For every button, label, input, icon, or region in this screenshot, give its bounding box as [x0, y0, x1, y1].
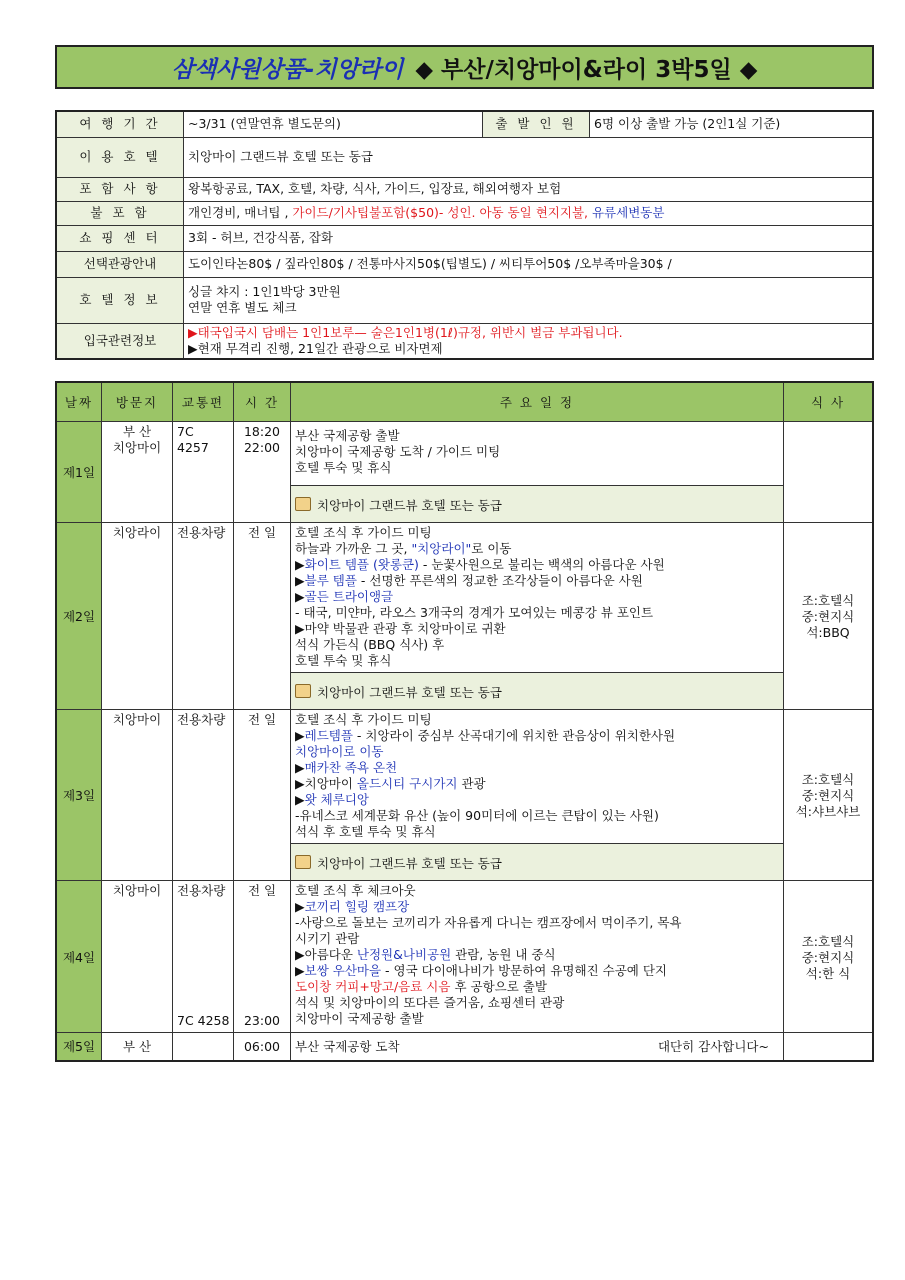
hotelinfo-single: 싱글 챠지 : 1인1박당 3만원 — [188, 284, 341, 299]
day4-depart-time: 23:00 — [243, 1013, 281, 1028]
day2-text: - 선명한 푸른색의 정교한 조각상들이 아름다운 사원 — [356, 573, 643, 588]
day5-place: 부 산 — [102, 1033, 173, 1061]
day2-text: 하늘과 가까운 그 곳, — [295, 541, 412, 556]
day2-line: - 태국, 미얀마, 라오스 3개국의 경계가 모여있는 메콩강 뷰 포인트 — [295, 605, 654, 620]
day5-label: 제5일 — [56, 1033, 102, 1061]
exclude-fuel: 유류세변동분 — [591, 205, 665, 220]
exclude-label: 불 포 함 — [56, 201, 184, 225]
day2-meal — [784, 523, 874, 710]
day4-line — [295, 963, 779, 979]
shop-value: 3회 - 허브, 건강식품, 잡화 — [184, 225, 874, 251]
entry-value — [184, 323, 874, 359]
day4-place: 치앙마이 — [102, 881, 173, 1033]
day3-bullet: ▶ — [295, 792, 305, 807]
header-date: 날짜 — [56, 382, 102, 422]
header-transport: 교통편 — [173, 382, 234, 422]
option-label: 선택관광안내 — [56, 251, 184, 277]
day4-vehicle: 전용차량 — [177, 883, 226, 898]
day1-line: 치앙마이 국제공항 도착 / 가이드 미팅 — [295, 444, 501, 459]
day1-line: 호텔 투숙 및 휴식 — [295, 460, 392, 475]
day4-line — [295, 947, 779, 963]
day3-line: 석식 후 호텔 투숙 및 휴식 — [295, 824, 436, 839]
day2-line — [295, 557, 779, 573]
day1-hotel — [291, 486, 784, 523]
day2-bullet: ▶ — [295, 589, 305, 604]
day2-bullet: ▶ — [295, 573, 305, 588]
day4-highlight: 보쌍 우산마을 — [304, 963, 382, 978]
day2-transport: 전용차량 — [173, 523, 234, 710]
day1-hotel-name: 치앙마이 그랜드뷰 호텔 또는 동급 — [317, 497, 502, 513]
period-label: 여 행 기 간 — [56, 111, 184, 137]
day4-highlight-red: 도이창 커피+망고/음료 시음 — [295, 979, 451, 994]
include-value: 왕복항공료, TAX, 호텔, 차량, 식사, 가이드, 입장료, 해외여행자 보험 — [184, 177, 874, 201]
day4-label: 제4일 — [56, 881, 102, 1033]
day5-time: 06:00 — [234, 1033, 291, 1061]
hotelinfo-holiday: 연말 연휴 별도 체크 — [188, 300, 297, 315]
depart-value: 6명 이상 출발 가능 (2인1실 기준) — [590, 111, 874, 137]
thanks-message: 대단히 감사합니다~ — [657, 1039, 769, 1055]
day3-hotel — [291, 844, 784, 881]
day1-meal — [784, 422, 874, 523]
meal-breakfast: 조:호텔식 — [801, 933, 855, 949]
day2-hotel-name: 치앙마이 그랜드뷰 호텔 또는 동급 — [317, 684, 502, 700]
day3-bullet: ▶ — [295, 760, 305, 775]
day4-text: ▶아름다운 — [295, 947, 357, 962]
day3-place: 치앙마이 — [102, 710, 173, 881]
day4-transport — [173, 881, 234, 1033]
day1-flight: 7C 4257 — [173, 422, 234, 523]
day3-text: 관광 — [457, 776, 486, 791]
day4-line: 호텔 조식 후 체크아웃 — [295, 883, 416, 898]
header-meal: 식 사 — [784, 382, 874, 422]
day3-highlight: 왓 체루디앙 — [304, 792, 369, 807]
day3-line: 치앙마이로 이동 — [295, 744, 384, 759]
meal-lunch: 중:현지식 — [801, 788, 855, 803]
day4-time-allday: 전 일 — [247, 883, 277, 898]
day4-line: 석식 및 치앙마이의 또다른 즐거움, 쇼핑센터 관광 — [295, 995, 565, 1010]
day1-depart-time: 18:20 — [243, 424, 281, 439]
day2-text: - 눈꽃사원으로 불리는 백색의 아름다운 사원 — [418, 557, 665, 572]
day5-meal — [784, 1033, 874, 1061]
day3-line — [295, 760, 779, 776]
day2-highlight: 화이트 템플 (왓롱쿤) — [304, 557, 419, 572]
day4-flight: 7C 4258 — [177, 1013, 230, 1028]
header-place: 방문지 — [102, 382, 173, 422]
day4-line — [295, 979, 779, 995]
hotel-icon — [295, 855, 311, 869]
day3-time: 전 일 — [234, 710, 291, 881]
hotel-value: 치앙마이 그랜드뷰 호텔 또는 동급 — [184, 137, 874, 177]
meal-dinner: 석:샤브샤브 — [795, 804, 861, 819]
day2-bullet: ▶ — [295, 557, 305, 572]
meal-breakfast: 조:호텔식 — [801, 593, 855, 608]
day1-line: 부산 국제공항 출발 — [295, 428, 400, 443]
day2-hotel — [291, 673, 784, 710]
hotel-label: 이 용 호 텔 — [56, 137, 184, 177]
info-table — [55, 110, 874, 360]
day1-time — [234, 422, 291, 523]
day4-bullet: ▶ — [295, 899, 305, 914]
entry-label: 입국관련정보 — [56, 323, 184, 359]
day2-place: 치앙라이 — [102, 523, 173, 710]
day4-line: -사랑으로 돌보는 코끼리가 자유롭게 다니는 캠프장에서 먹이주기, 목욕 — [295, 915, 682, 930]
exclude-value — [184, 201, 874, 225]
day2-line: 석식 가든식 (BBQ 식사) 후 — [295, 637, 445, 652]
day3-highlight: 매카찬 족욕 온천 — [304, 760, 398, 775]
day3-hotel-name: 치앙마이 그랜드뷰 호텔 또는 동급 — [317, 855, 502, 871]
day2-line — [295, 573, 779, 589]
day1-place-from: 부 산 — [122, 424, 152, 439]
day3-text: - 치앙라이 중심부 산곡대기에 위치한 관음상이 위치한사원 — [352, 728, 676, 743]
day1-place-to: 치앙마이 — [112, 440, 162, 455]
day4-highlight: 코끼리 힐링 캠프장 — [304, 899, 410, 914]
day2-text: 로 이동 — [471, 541, 512, 556]
day3-label: 제3일 — [56, 710, 102, 881]
day3-highlight: 레드템플 — [304, 728, 353, 743]
hotelinfo-value — [184, 277, 874, 323]
option-value: 도이인타논80$ / 짚라인80$ / 전통마사지50$(팁별도) / 씨티투어50$ /오부족마을30$ / — [184, 251, 874, 277]
day3-line — [295, 776, 779, 792]
day4-itinerary — [291, 881, 784, 1033]
day4-line: 치앙마이 국제공항 출발 — [295, 1011, 424, 1026]
meal-breakfast: 조:호텔식 — [801, 772, 855, 787]
day3-itinerary — [291, 710, 784, 844]
schedule-table — [55, 381, 874, 1062]
title-banner — [55, 45, 874, 89]
day3-transport: 전용차량 — [173, 710, 234, 881]
day3-meal — [784, 710, 874, 881]
product-name: 삼색사원상품-치앙라이 — [171, 56, 404, 83]
day4-line — [295, 899, 779, 915]
day4-text: 후 공항으로 출발 — [450, 979, 547, 994]
day2-highlight: "치앙라이" — [411, 541, 472, 556]
day4-text: 관람, 농원 내 중식 — [451, 947, 556, 962]
day3-line: -유네스코 세계문화 유산 (높이 90미터에 이르는 큰탑이 있는 사원) — [295, 808, 659, 823]
day1-itinerary — [291, 422, 784, 486]
exclude-tip: 가이드/기사팁불포함($50)- 성인. 아동 동일 현지지불, — [292, 205, 592, 220]
meal-lunch: 중:현지식 — [801, 949, 855, 965]
day3-bullet: ▶ — [295, 728, 305, 743]
hotelinfo-label: 호 텔 정 보 — [56, 277, 184, 323]
day3-line — [295, 792, 779, 808]
shop-label: 쇼 핑 센 터 — [56, 225, 184, 251]
day2-line: 호텔 투숙 및 휴식 — [295, 653, 392, 668]
meal-lunch: 중:현지식 — [801, 609, 855, 624]
meal-dinner: 석:한 식 — [805, 965, 851, 981]
include-label: 포 함 사 항 — [56, 177, 184, 201]
header-time: 시 간 — [234, 382, 291, 422]
day2-highlight: 골든 트라이앵글 — [304, 589, 394, 604]
day2-highlight: 블루 템플 — [304, 573, 357, 588]
meal-dinner: 석:BBQ — [806, 625, 850, 640]
day3-line: 호텔 조식 후 가이드 미팅 — [295, 712, 432, 727]
day4-line: 시키기 관람 — [295, 931, 360, 946]
entry-visa: ▶현재 무격리 진행, 21일간 관광으로 비자면제 — [188, 340, 443, 356]
day4-time — [234, 881, 291, 1033]
day4-text: - 영국 다이애나비가 방문하여 유명해진 수공예 단지 — [381, 963, 667, 978]
hotel-icon — [295, 684, 311, 698]
day3-highlight: 올드시티 구시가지 — [356, 776, 458, 791]
day2-itinerary — [291, 523, 784, 673]
day2-line — [295, 589, 779, 605]
entry-tobacco: ▶태국입국시 담배는 1인1보루— 술은1인1병(1ℓ)규정, 위반시 벌금 부과됩니다. — [188, 324, 623, 340]
period-value: ~3/31 (연말연휴 별도문의) — [184, 111, 483, 137]
depart-label: 출 발 인 원 — [483, 111, 590, 137]
day5-transport — [173, 1033, 234, 1061]
day4-highlight: 난정원&나비공원 — [356, 947, 452, 962]
day2-line: ▶마약 박물관 관광 후 치앙마이로 귀환 — [295, 621, 506, 636]
day3-line — [295, 728, 779, 744]
header-itinerary: 주 요 일 정 — [291, 382, 784, 422]
day2-line — [295, 541, 779, 557]
day1-arrive-time: 22:00 — [243, 440, 281, 455]
day4-bullet: ▶ — [295, 963, 305, 978]
day3-text: ▶치앙마이 — [295, 776, 357, 791]
day4-meal — [784, 881, 874, 1033]
day5-itinerary — [291, 1033, 784, 1061]
day2-label: 제2일 — [56, 523, 102, 710]
day1-label: 제1일 — [56, 422, 102, 523]
day2-time: 전 일 — [234, 523, 291, 710]
exclude-text: 개인경비, 매너팁 , — [188, 205, 293, 220]
hotel-icon — [295, 497, 311, 511]
day5-line: 부산 국제공항 도착 — [295, 1039, 400, 1055]
day2-line: 호텔 조식 후 가이드 미팅 — [295, 525, 432, 540]
tour-route: ◆ 부산/치앙마이&라이 3박5일 ◆ — [415, 56, 758, 83]
day1-place — [102, 422, 173, 523]
